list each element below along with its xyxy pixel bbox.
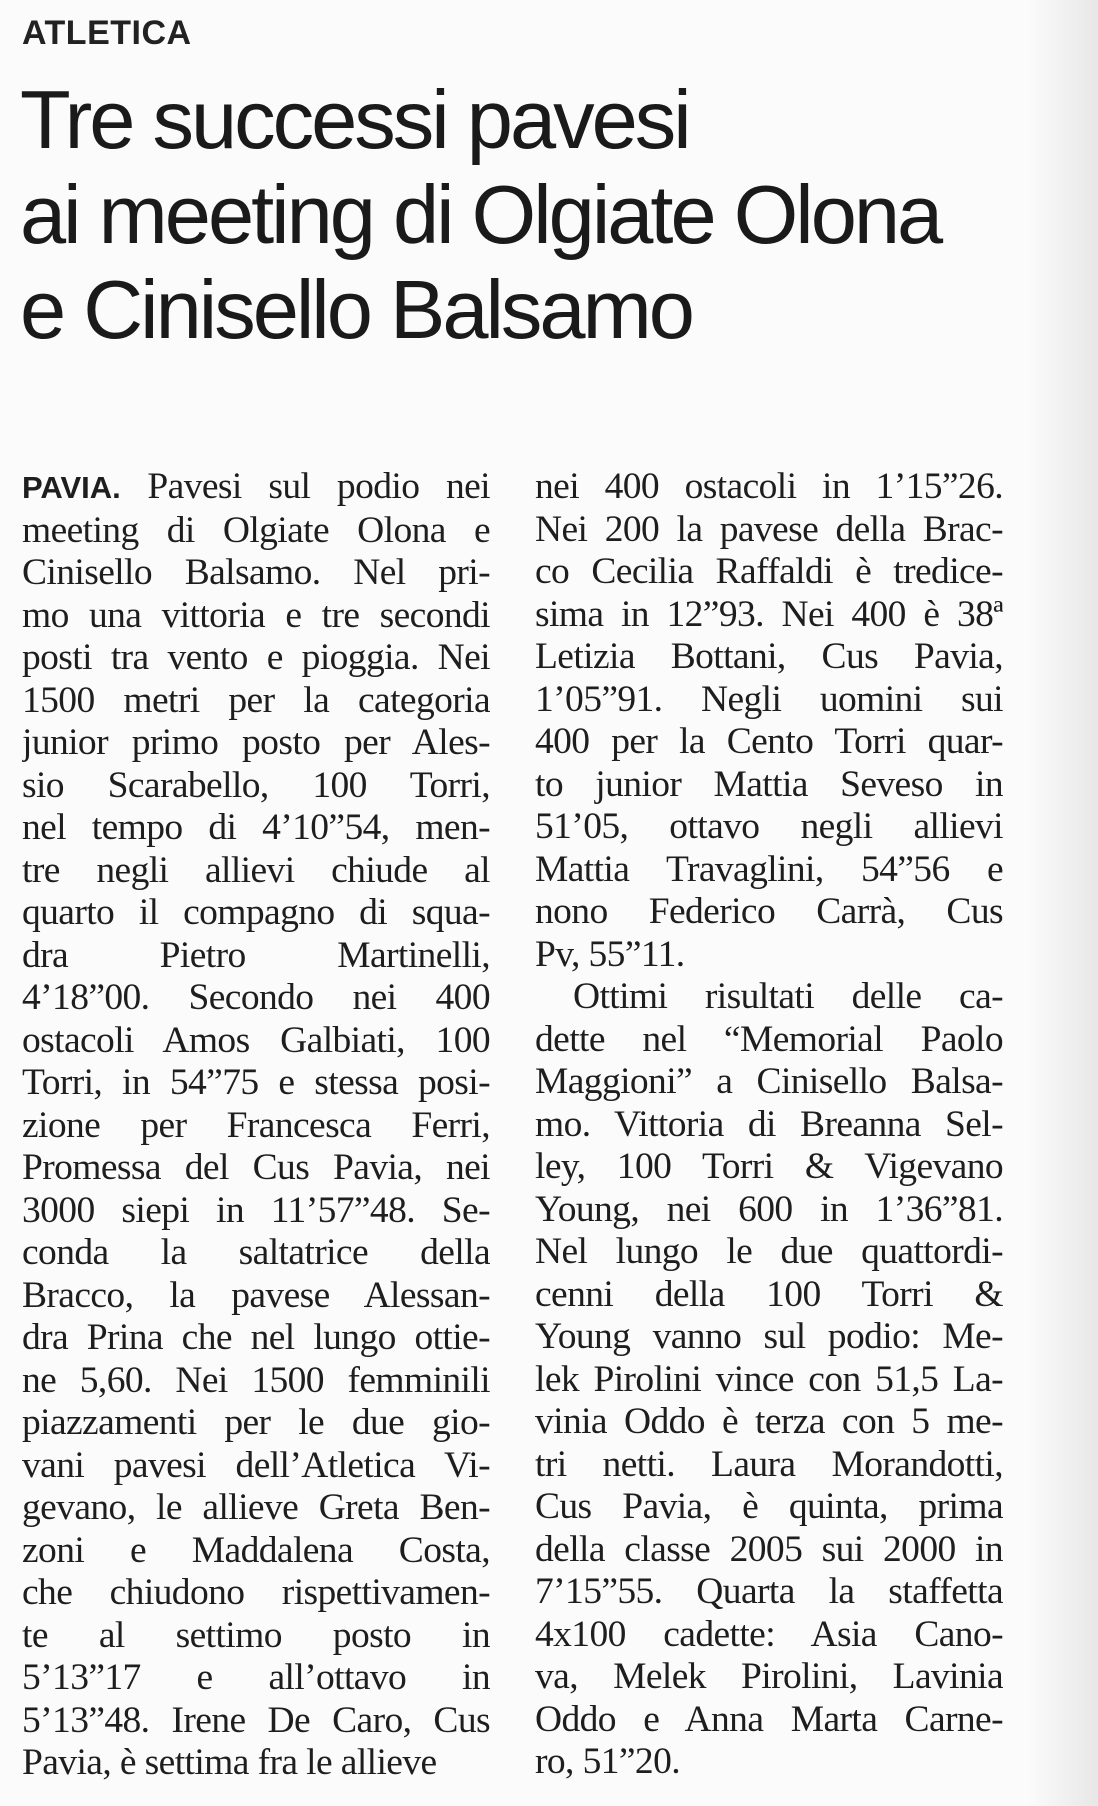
article-line: tre negli allievi chiude al <box>22 849 490 891</box>
article-line: dra Pietro Martinelli, <box>22 934 490 976</box>
article-line: Young vanno sul podio: Me- <box>535 1316 1003 1357</box>
article-line: co Cecilia Raffaldi è tredice- <box>535 551 1003 592</box>
article-line: zione per Francesca Ferri, <box>22 1104 490 1146</box>
article-line: piazzamenti per le due gio- <box>22 1402 490 1443</box>
article-line: ostacoli Amos Galbiati, 100 <box>22 1019 490 1061</box>
article-line: 1’05”91. Negli uomini sui <box>535 678 1003 720</box>
article-line: 7’15”55. Quarta la staffetta <box>535 1571 1003 1612</box>
article-line: Nel lungo le due quattordi- <box>535 1231 1003 1272</box>
article-line: Bracco, la pavese Alessan- <box>22 1274 490 1316</box>
article-line: Young, nei 600 in 1’36”81. <box>535 1188 1003 1230</box>
article-line: mo. Vittoria di Breanna Sel- <box>535 1103 1003 1145</box>
article-line: gevano, le allieve Greta Ben- <box>22 1487 490 1528</box>
article-line: Mattia Travaglini, 54”56 e <box>535 848 1003 890</box>
article-line: sima in 12”93. Nei 400 è 38ª <box>535 593 1003 635</box>
article-line: 51’05, ottavo negli allievi <box>535 806 1003 847</box>
article-line: PAVIA. Pavesi sul podio nei <box>22 466 490 507</box>
section-kicker: ATLETICA <box>22 14 192 52</box>
article-line: to junior Mattia Seveso in <box>535 763 1003 805</box>
headline-line-2: ai meeting di Olgiate Olona <box>20 168 941 261</box>
article-line: dette nel “Memorial Paolo <box>535 1018 1003 1060</box>
article-line: nono Federico Carrà, Cus <box>535 891 1003 932</box>
article-line: posti tra vento e pioggia. Nei <box>22 637 490 678</box>
article-line: Maggioni” a Cinisello Balsa- <box>535 1061 1003 1102</box>
article-column-right <box>535 466 1003 1784</box>
article-line: Letizia Bottani, Cus Pavia, <box>535 636 1003 677</box>
article-line: della classe 2005 sui 2000 in <box>535 1528 1003 1570</box>
article-line: Cus Pavia, è quinta, prima <box>535 1486 1003 1527</box>
article-line: te al settimo posto in <box>22 1614 490 1656</box>
article-line: junior primo posto per Ales- <box>22 722 490 763</box>
article-line: 1500 metri per la categoria <box>22 679 490 721</box>
article-line: zoni e Maddalena Costa, <box>22 1529 490 1571</box>
article-line: Promessa del Cus Pavia, nei <box>22 1147 490 1188</box>
article-line: Pavia, è settima fra le allieve <box>22 1742 437 1783</box>
article-line: 5’13”48. Irene De Caro, Cus <box>22 1699 490 1741</box>
article-line: quarto il compagno di squa- <box>22 892 490 933</box>
article-line: Cinisello Balsamo. Nel pri- <box>22 552 490 593</box>
article-line: tri netti. Laura Morandotti, <box>535 1443 1003 1485</box>
article-dateline: PAVIA. <box>22 470 121 505</box>
article-line: lek Pirolini vince con 51,5 La- <box>535 1358 1003 1400</box>
article-line: che chiudono rispettivamen- <box>22 1572 490 1613</box>
headline-line-3: e Cinisello Balsamo <box>20 263 692 356</box>
article-line: Oddo e Anna Marta Carne- <box>535 1698 1003 1740</box>
article-line: nel tempo di 4’10”54, men- <box>22 807 490 848</box>
article-line: conda la saltatrice della <box>22 1232 490 1273</box>
article-line: va, Melek Pirolini, Lavinia <box>535 1656 1003 1697</box>
article-line: vani pavesi dell’Atletica Vi- <box>22 1444 490 1486</box>
article-line: 400 per la Cento Torri quar- <box>535 721 1003 762</box>
article-line: 5’13”17 e all’ottavo in <box>22 1657 490 1698</box>
article-line: sio Scarabello, 100 Torri, <box>22 764 490 806</box>
article-column-left <box>22 466 490 1785</box>
article-line: Ottimi risultati delle ca- <box>573 976 1003 1017</box>
article-line: vinia Oddo è terza con 5 me- <box>535 1401 1003 1442</box>
article-line: 4’18”00. Secondo nei 400 <box>22 977 490 1018</box>
headline-line-1: Tre successi pavesi <box>20 73 689 166</box>
article-line: 3000 siepi in 11’57”48. Se- <box>22 1189 490 1231</box>
article-headline <box>20 72 1020 357</box>
article-line: Nei 200 la pavese della Brac- <box>535 508 1003 550</box>
article-line: ley, 100 Torri & Vigevano <box>535 1146 1003 1187</box>
article-line: meeting di Olgiate Olona e <box>22 509 490 551</box>
article-line: ro, 51”20. <box>535 1741 681 1782</box>
article-line: 4x100 cadette: Asia Cano- <box>535 1613 1003 1655</box>
article-line: mo una vittoria e tre secondi <box>22 594 490 636</box>
article-line: nei 400 ostacoli in 1’15”26. <box>535 466 1003 507</box>
article-line: Torri, in 54”75 e stessa posi- <box>22 1062 490 1103</box>
article-line: ne 5,60. Nei 1500 femminili <box>22 1359 490 1401</box>
article-line: cenni della 100 Torri & <box>535 1273 1003 1315</box>
article-line: Pv, 55”11. <box>535 933 685 975</box>
article-line: dra Prina che nel lungo ottie- <box>22 1317 490 1358</box>
scan-edge-shadow <box>1028 0 1098 1806</box>
